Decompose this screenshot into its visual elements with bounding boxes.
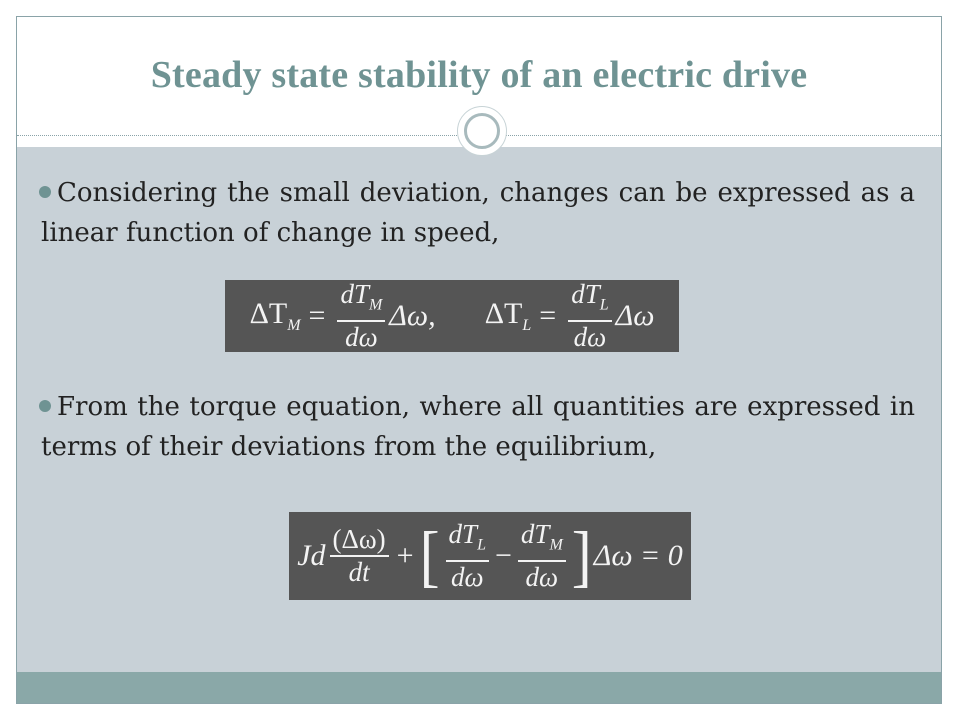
eq2-fraction <box>568 279 611 353</box>
eq2-frac-num <box>568 279 611 322</box>
equation-load-torque <box>485 279 655 353</box>
eq3-bracket-close: ] <box>571 518 592 594</box>
bullet-text-2: From the torque equation, where all quantities are expressed in terms of their deviations from the equilibrium, <box>41 392 915 462</box>
eq2-equals: = <box>539 299 557 332</box>
eq1-frac-den: dω <box>345 322 378 353</box>
eq2-lhs-sub: L <box>522 317 532 334</box>
eq3-minus: − <box>494 538 512 572</box>
eq2-num-text: dT <box>571 278 600 309</box>
bullet-item-2 <box>41 387 915 467</box>
eq2-num-sub: L <box>599 296 609 314</box>
eq1-num-text: dT <box>340 278 369 309</box>
eq1-equals: = <box>308 299 326 332</box>
decorative-circle-icon <box>457 106 507 156</box>
eq3-frac1-den: dt <box>348 556 370 587</box>
eq3-frac3-num <box>518 519 566 562</box>
eq3-frac3-den: dω <box>525 562 559 593</box>
bullet-dot-icon <box>39 400 51 412</box>
eq3-frac3-num-sub: M <box>549 536 563 554</box>
eq3-fraction-load <box>446 519 489 593</box>
eq3-bracket-open: [ <box>419 518 440 594</box>
equation-motor-torque <box>250 279 436 353</box>
bullet-dot-icon <box>39 186 51 198</box>
eq1-num-sub: M <box>368 296 383 314</box>
eq1-lhs-sub: M <box>287 317 301 334</box>
eq3-frac2-den: dω <box>450 562 484 593</box>
eq1-lhs-text: ΔT <box>249 297 288 330</box>
eq3-frac1-num: (Δω) <box>330 524 389 557</box>
eq3-tail: Δω = 0 <box>593 538 683 572</box>
eq3-frac2-num-text: dT <box>448 518 478 549</box>
eq3-fraction-time <box>330 524 389 588</box>
circle-ring <box>464 113 500 149</box>
eq3-frac3-num-text: dT <box>520 518 550 549</box>
equation-torque-deviation <box>289 512 691 600</box>
eq3-frac2-num <box>446 519 489 562</box>
eq1-fraction <box>337 279 385 353</box>
eq1-tail: Δω, <box>389 299 436 332</box>
slide-title: Steady state stability of an electric drive <box>150 54 808 96</box>
eq2-lhs <box>485 297 532 335</box>
eq2-frac-den: dω <box>573 322 607 353</box>
eq3-lead: Jd <box>297 538 326 572</box>
eq2-lhs-text: ΔT <box>484 297 523 330</box>
bullet-item-1 <box>41 173 915 253</box>
eq3-fraction-motor <box>518 519 566 593</box>
eq3-frac2-num-sub: L <box>477 536 486 554</box>
eq2-tail: Δω <box>615 299 655 332</box>
eq1-frac-num <box>337 279 385 322</box>
equation-torque-body <box>297 519 683 593</box>
eq1-lhs <box>250 297 301 335</box>
bottom-bar <box>17 672 941 704</box>
slide-frame <box>16 16 942 704</box>
bullet-text-1: Considering the small deviation, changes can be expressed as a linear function of change in speed, <box>41 178 915 248</box>
eq3-plus: + <box>396 538 414 572</box>
equation-deviation-torques <box>225 280 679 352</box>
